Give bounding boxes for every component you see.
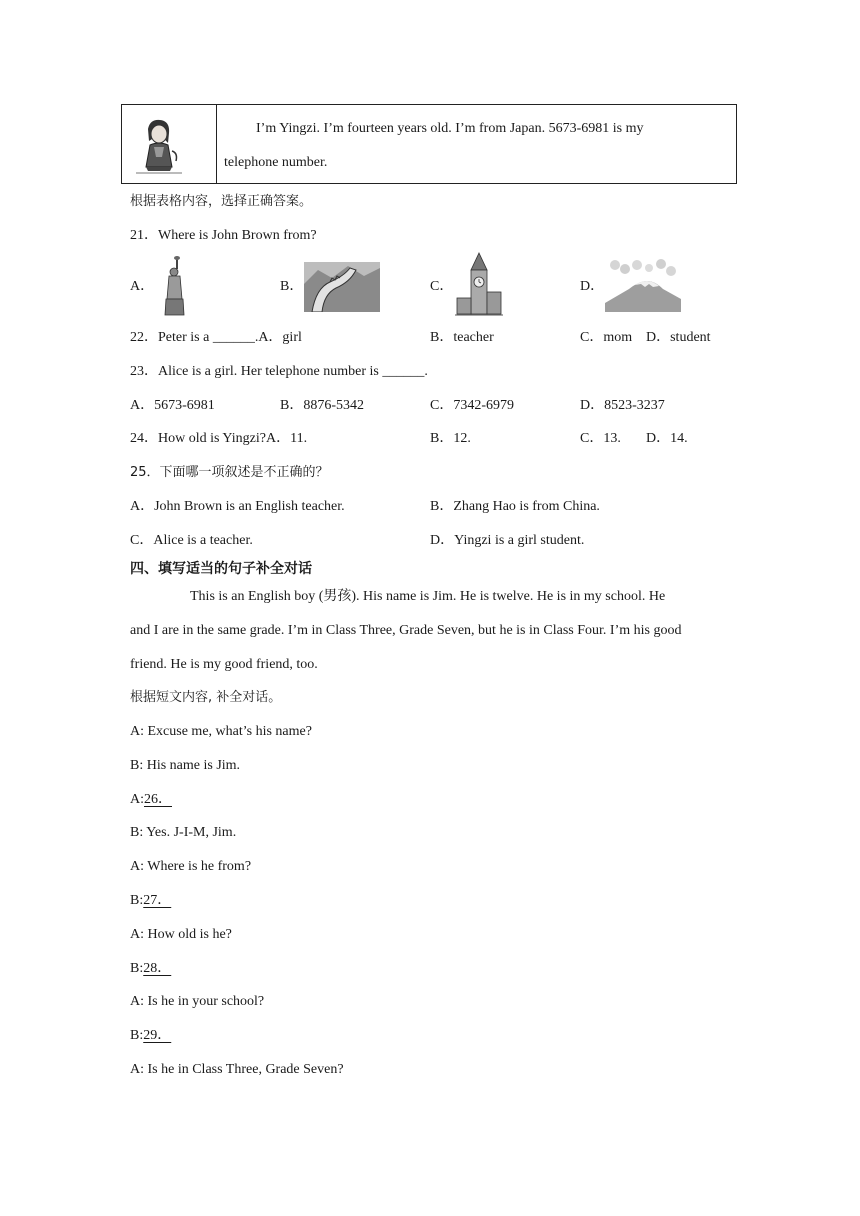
table-text-line2: telephone number.: [224, 155, 328, 170]
q23-option-c[interactable]: C．7342-6979: [430, 398, 514, 413]
dialogue-line: A: Excuse me, what’s his name?: [130, 724, 312, 739]
passage-line2: and I are in the same grade. I’m in Class Three, Grade Seven, but he is in Class Four. I’m his good: [130, 623, 682, 638]
q25-option-d[interactable]: D．Yingzi is a girl student.: [430, 533, 585, 548]
section4-heading: 四、填写适当的句子补全对话: [130, 561, 312, 577]
q23-option-a[interactable]: A．5673-6981: [130, 398, 215, 413]
q25-option-a[interactable]: A．John Brown is an English teacher.: [130, 499, 345, 514]
dialogue-line: B:29．: [130, 1028, 172, 1043]
big-ben-icon: [455, 252, 503, 318]
q23-option-d[interactable]: D．8523-3237: [580, 398, 665, 413]
q21-option-d[interactable]: D．: [580, 279, 605, 294]
dialogue-line: A:26．: [130, 792, 172, 807]
answer-blank-28[interactable]: 28．: [143, 961, 172, 976]
info-table: [121, 104, 737, 184]
dialogue-line: B: Yes. J-I-M, Jim.: [130, 825, 237, 840]
q24-option-b[interactable]: B．12.: [430, 431, 471, 446]
statue-of-liberty-icon: [160, 255, 190, 317]
dialogue-instruction: 根据短文内容, 补全对话。: [130, 690, 282, 705]
table-divider: [216, 105, 217, 183]
dialogue-line: A: Is he in Class Three, Grade Seven?: [130, 1062, 344, 1077]
dialogue-line: A: Where is he from?: [130, 859, 252, 874]
q24-stem: 24．How old is Yingzi?A．11.: [130, 431, 308, 446]
mount-fuji-icon: [605, 259, 681, 312]
q22-option-b[interactable]: B．teacher: [430, 330, 494, 345]
answer-blank-27[interactable]: 27．: [143, 893, 172, 908]
passage-line1: This is an English boy (男孩). His name is Jim. He is twelve. He is in my school. He: [190, 589, 666, 604]
q22-option-c[interactable]: C．mom: [580, 330, 633, 345]
passage-line3: friend. He is my good friend, too.: [130, 657, 318, 672]
q24-option-d[interactable]: D．14.: [646, 431, 688, 446]
dialogue-line: A: How old is he?: [130, 927, 232, 942]
q21-option-b[interactable]: B．: [280, 279, 304, 294]
instruction-select: 根据表格内容，选择正确答案。: [130, 194, 313, 209]
q21-option-a[interactable]: A．: [130, 279, 155, 294]
q24-option-c[interactable]: C．13.: [580, 431, 621, 446]
table-text-line1: I’m Yingzi. I’m fourteen years old. I’m from Japan. 5673-6981 is my: [256, 121, 644, 136]
q22-stem: 22．Peter is a ______.A．girl: [130, 330, 302, 345]
dialogue-line: B:28．: [130, 961, 172, 976]
dialogue-line: B:27．: [130, 893, 172, 908]
dialogue-line: A: Is he in your school?: [130, 994, 265, 1009]
q25-stem: 25．下面哪一项叙述是不正确的？: [130, 465, 329, 480]
q21-option-c[interactable]: C．: [430, 279, 454, 294]
answer-blank-29[interactable]: 29．: [143, 1028, 172, 1043]
q25-option-c[interactable]: C．Alice is a teacher.: [130, 533, 253, 548]
q21-stem: 21．Where is John Brown from?: [130, 228, 317, 243]
q25-option-b[interactable]: B．Zhang Hao is from China.: [430, 499, 600, 514]
answer-blank-26[interactable]: 26．: [144, 792, 172, 807]
q22-option-d[interactable]: D．student: [646, 330, 711, 345]
dialogue-line: B: His name is Jim.: [130, 758, 241, 773]
q23-stem: 23．Alice is a girl. Her telephone number is ______.: [130, 364, 428, 379]
q23-option-b[interactable]: B．8876-5342: [280, 398, 364, 413]
great-wall-icon: [304, 262, 380, 312]
girl-icon: [132, 117, 186, 175]
